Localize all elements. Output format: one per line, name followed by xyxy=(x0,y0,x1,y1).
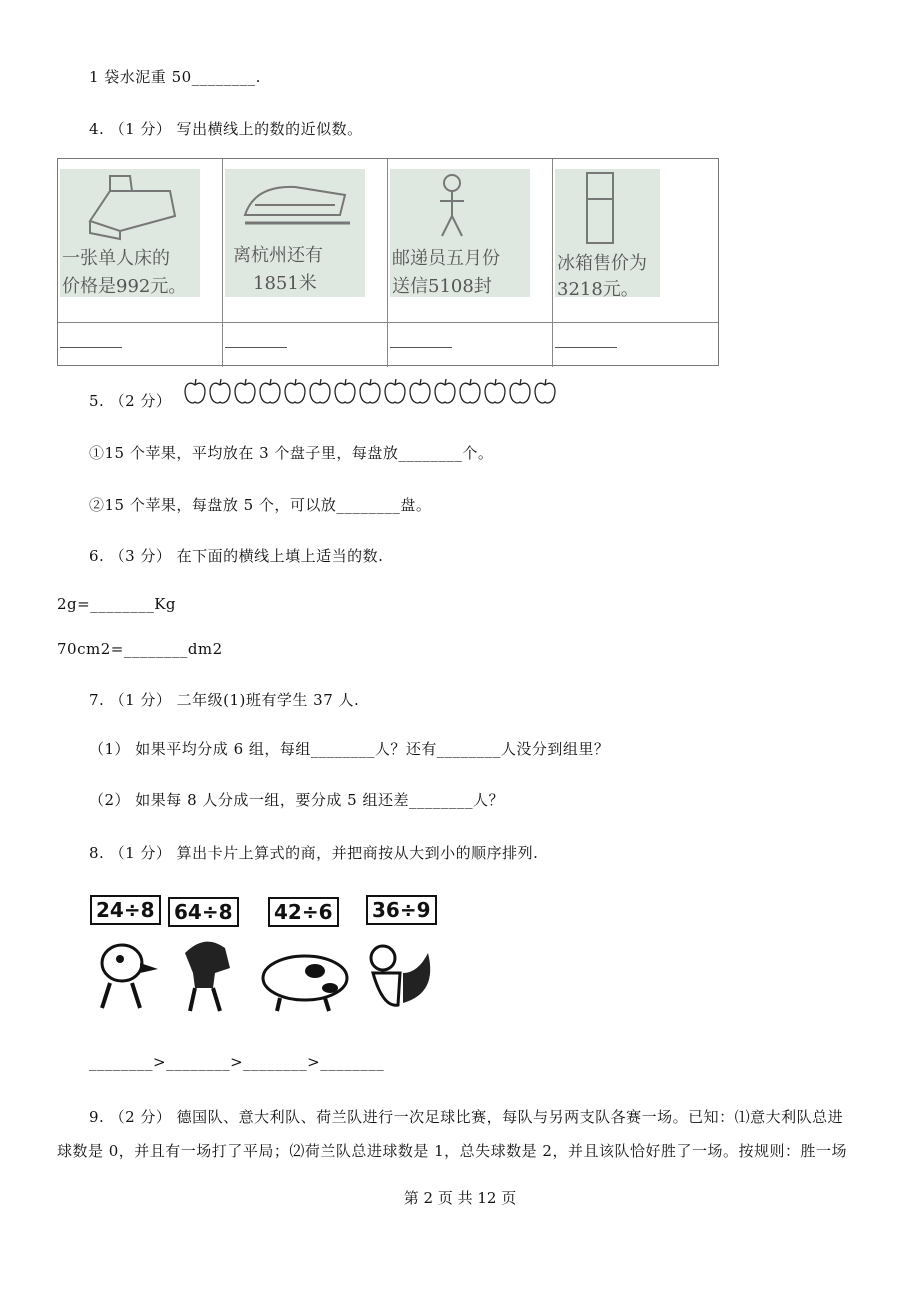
q7-title: 7. （1 分） 二年级(1)班有学生 37 人. xyxy=(89,691,360,709)
apple-icon xyxy=(358,377,382,405)
q6-part1: 2g=________Kg xyxy=(57,595,177,613)
fridge-icon xyxy=(585,171,615,246)
q4-title: 4. （1 分） 写出横线上的数的近似数。 xyxy=(89,120,363,138)
caption-line-1: 离杭州还有 xyxy=(233,245,323,266)
apple-row xyxy=(183,377,557,405)
apple-icon xyxy=(433,377,457,405)
apple-icon xyxy=(333,377,357,405)
caption-line-2: 送信5108封 xyxy=(392,276,492,297)
page-footer: 第 2 页 共 12 页 xyxy=(403,1189,517,1207)
apple-icon xyxy=(458,377,482,405)
q7-part1: （1） 如果平均分成 6 组，每组________人？还有________人没分到组里？ xyxy=(89,740,610,758)
apple-icon xyxy=(208,377,232,405)
apple-icon xyxy=(483,377,507,405)
caption-line-1: 冰箱售价为 xyxy=(557,253,647,274)
answer-cell[interactable] xyxy=(553,322,718,367)
apple-icon xyxy=(183,377,207,405)
table-cell-postman xyxy=(388,159,553,322)
train-icon xyxy=(235,175,355,235)
q5-title: 5. （2 分） xyxy=(89,392,172,410)
division-cards xyxy=(90,893,450,1023)
q9-line-2: 球数是 0，并且有一场打了平局；⑵荷兰队总进球数是 1，总失球数是 2，并且该队恰好胜了一场。按规则：胜一场 xyxy=(57,1142,847,1160)
card-24-div-8: 24÷8 xyxy=(90,895,161,925)
q8-title: 8. （1 分） 算出卡片上算式的商，并把商按从大到小的顺序排列. xyxy=(89,844,539,862)
apple-icon xyxy=(283,377,307,405)
q5-part2: ②15 个苹果，每盘放 5 个，可以放________盘。 xyxy=(89,496,432,514)
apple-icon xyxy=(508,377,532,405)
answer-cell[interactable] xyxy=(223,322,388,367)
caption-line-2: 3218元。 xyxy=(557,279,639,300)
q8-answer[interactable]: ________>________>________>________ xyxy=(89,1053,385,1071)
card-42-div-6: 42÷6 xyxy=(268,897,339,927)
bed-icon xyxy=(80,171,180,241)
table-cell-bed xyxy=(58,159,223,322)
q9-line-1: 9. （2 分） 德国队、意大利队、荷兰队进行一次足球比赛，每队与另两支队各赛一场。已知：⑴意大利队总进 xyxy=(89,1108,844,1126)
card-36-div-9: 36÷9 xyxy=(366,895,437,925)
bird-icon xyxy=(92,933,162,1013)
apple-icon xyxy=(258,377,282,405)
table-cell-fridge xyxy=(553,159,718,322)
apple-icon xyxy=(533,377,557,405)
pig-icon xyxy=(255,943,355,1013)
approximation-table xyxy=(57,158,719,366)
caption-line-2: 1851米 xyxy=(253,273,317,294)
card-64-div-8: 64÷8 xyxy=(168,897,239,927)
horse-icon xyxy=(175,933,245,1013)
caption-line-1: 一张单人床的 xyxy=(62,248,170,269)
table-cell-train xyxy=(223,159,388,322)
q3-line: 1 袋水泥重 50________. xyxy=(89,68,261,86)
apple-icon xyxy=(233,377,257,405)
answer-cell[interactable] xyxy=(388,322,553,367)
answer-cell[interactable] xyxy=(58,322,223,367)
apple-icon xyxy=(408,377,432,405)
q6-part2: 70cm2=________dm2 xyxy=(57,640,223,658)
apple-icon xyxy=(308,377,332,405)
q5-part1: ①15 个苹果，平均放在 3 个盘子里，每盘放________个。 xyxy=(89,444,494,462)
caption-line-2: 价格是992元。 xyxy=(62,276,187,297)
postman-icon xyxy=(432,171,472,241)
squirrel-icon xyxy=(358,933,438,1013)
q6-title: 6. （3 分） 在下面的横线上填上适当的数. xyxy=(89,547,384,565)
q7-part2: （2） 如果每 8 人分成一组，要分成 5 组还差________人？ xyxy=(89,791,504,809)
apple-icon xyxy=(383,377,407,405)
caption-line-1: 邮递员五月份 xyxy=(392,248,500,269)
